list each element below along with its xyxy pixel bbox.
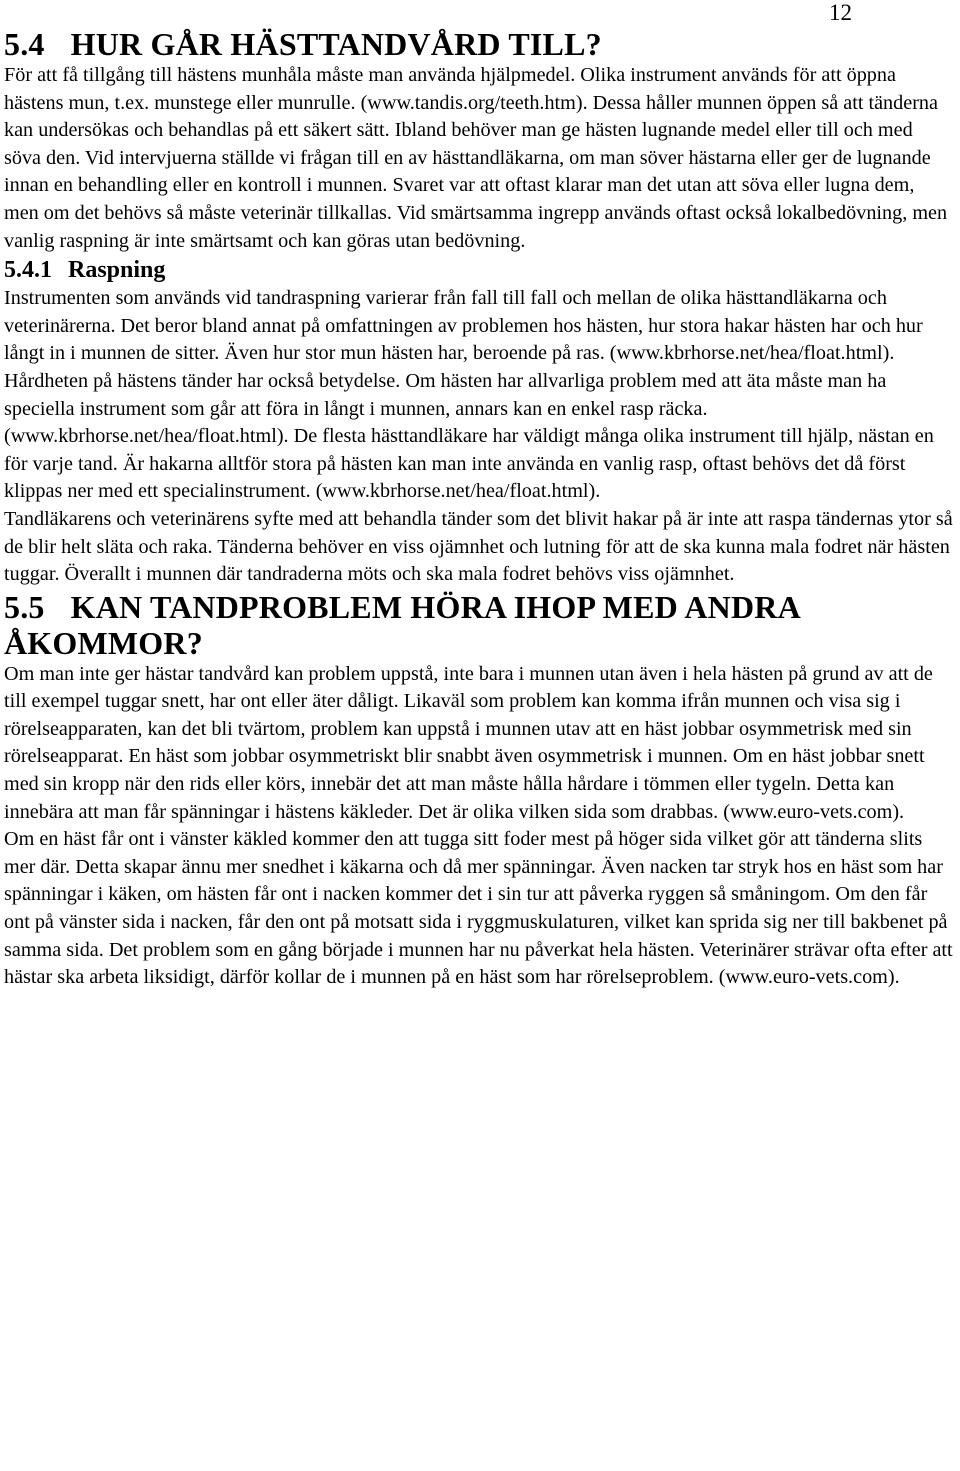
- section-heading-5-4: [4, 26, 954, 62]
- subsection-number: 5.4.1: [4, 257, 52, 284]
- paragraph: Om man inte ger hästar tandvård kan problem uppstå, inte bara i munnen utan även i hela hästen på grund av att de till exempel tuggar snett, har ont eller äter dåligt. Likaväl som problem kan komma ifrån munnen och visa sig i rörelseapparaten, kan det bli tvärtom, problem kan uppstå i munnen utav att en häst jobbar osymmetrisk med sin rörelseapparat. En häst som jobbar osymmetriskt blir snabbt även osymmetrisk i munnen. Om en häst jobbar snett med sin kropp när den rids eller körs, innebär det att man måste hålla hårdare i tömmen eller tygeln. Detta kan innebära att man får spänningar i hästens käkleder. Det är olika vilken sida som drabbas. (www.euro-vets.com).: [4, 662, 933, 823]
- section-heading-5-5: [4, 589, 954, 661]
- section-number: 5.5: [4, 588, 45, 625]
- subsection-heading-5-4-1: [4, 255, 954, 285]
- page-number: 12: [829, 0, 852, 25]
- section-number: 5.4: [4, 26, 45, 62]
- section-title: KAN TANDPROBLEM HÖRA IHOP MED ANDRA ÅKOMMOR?: [4, 588, 800, 661]
- document-body: [4, 26, 954, 992]
- paragraph: För att få tillgång till hästens munhåla måste man använda hjälpmedel. Olika instrument används för att öppna hästens mun, t.ex. munstege eller munrulle. (www.tandis.org/teeth.htm). Dessa håller munnen öppen så att tänderna kan undersökas och behandlas på ett säkert sätt. Ibland behöver man ge hästen lugnande medel eller till och med söva den. Vid intervjuerna ställde vi frågan till en av hästtandläkarna, om man söver hästarna eller ger de lugnande innan en behandling eller en kontroll i munnen. Svaret var att oftast klarar man det utan att söva eller lugna dem, men om det behövs så måste veterinär tillkallas. Vid smärtsamma ingrepp används oftast också lokalbedövning, men vanlig raspning är inte smärtsamt och kan göras utan bedövning.: [4, 64, 948, 252]
- paragraph: Tandläkarens och veterinärens syfte med att behandla tänder som det blivit hakar på är inte att raspa tändernas ytor så de blir helt släta och raka. Tänderna behöver en viss ojämnhet och lutning för att de ska kunna mala fodret när hästen tuggar. Överallt i munnen där tandraderna möts och ska mala fodret behövs viss ojämnhet.: [4, 507, 953, 586]
- paragraph: Instrumenten som används vid tandraspning varierar från fall till fall och mellan de olika hästtandläkarna och veterinärerna. Det beror bland annat på omfattningen av problemen hos hästen, hur stora hakar hästen har och hur långt in i munnen de sitter. Även hur stor mun hästen har, beroende på ras. (www.kbrhorse.net/hea/float.html). Hårdheten på hästens tänder har också betydelse. Om hästen har allvarliga problem med att äta måste man ha speciella instrument som går att föra in långt i munnen, annars kan en enkel rasp räcka. (www.kbrhorse.net/hea/float.html). De flesta hästtandläkare har väldigt många olika instrument till hjälp, nästan en för varje tand. Är hakarna alltför stora på hästen kan man inte använda en vanlig rasp, oftast behövs det då först klippas ner med ett specialinstrument. (www.kbrhorse.net/hea/float.html).: [4, 287, 934, 503]
- paragraph: Om en häst får ont i vänster käkled kommer den att tugga sitt foder mest på höger sida vilket gör att tänderna slits mer där. Detta skapar ännu mer snedhet i käkarna och då mer spänningar. Även nacken tar stryk hos en häst som har spänningar i käken, om hästen får ont i nacken kommer det i sin tur att påverka ryggen så småningom. Om den får ont på vänster sida i nacken, får den ont på motsatt sida i ryggmuskulaturen, vilket kan sprida sig ner till bakbenet på samma sida. Det problem som en gång började i munnen har nu påverkat hela hästen. Veterinärer strävar ofta efter att hästar ska arbeta liksidigt, därför kollar de i munnen på en häst som har rörelseproblem. (www.euro-vets.com).: [4, 828, 953, 989]
- section-title: HUR GÅR HÄSTTANDVÅRD TILL?: [70, 26, 602, 62]
- subsection-title: Raspning: [68, 257, 166, 284]
